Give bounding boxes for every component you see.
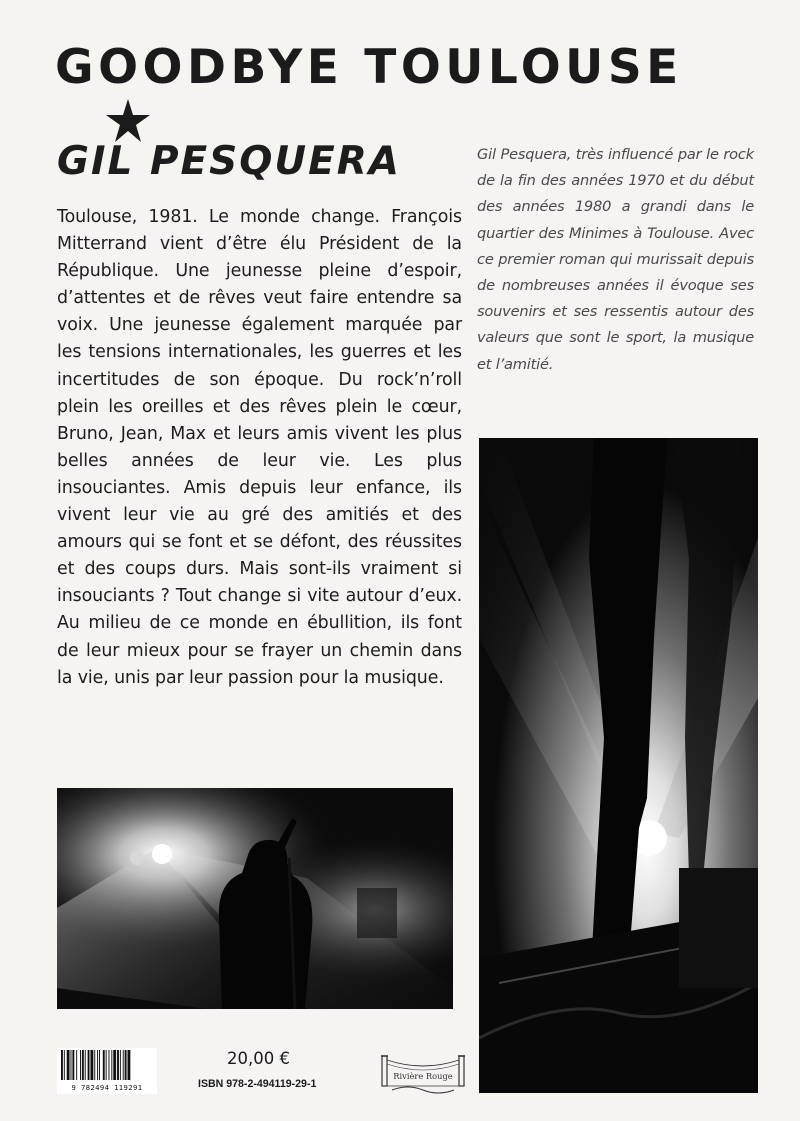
barcode-bar — [125, 1050, 127, 1080]
barcode-bar — [90, 1050, 93, 1080]
barcode-bar — [113, 1050, 116, 1080]
barcode-digits: 9 782494 119291 — [57, 1082, 157, 1094]
barcode-bar — [72, 1050, 74, 1080]
publisher-name: Rivière Rouge — [393, 1071, 453, 1081]
synopsis-text: Toulouse, 1981. Le monde change. François Mitterrand vient d’être élu Président de la République. Une jeunesse pleine d’espoir, d’attentes et de rêves veut faire entendre sa voix. Une jeunesse également marquée par les tensions internationales, les guerres et les incertitudes de son époque. Du rock’n’roll plein les oreilles et des rêves plein le cœur, Bruno, Jean, Max et leurs amis vivent les plus belles années de leur vie. Les plus insouciantes. Amis depuis leur enfance, ils vivent leur vie au gré des amitiés et des amours qui se font et se défont, des réussites et des coups durs. Mais sont-ils vraiment si insouciants ? Tout change si vite autour d’eux. Au milieu de ce monde en ébullition, ils font de leur mieux pour se frayer un chemin dans la vie, unis par leur passion pour la musique. — [57, 207, 462, 688]
concert-photo-guitarist — [479, 438, 758, 1093]
barcode-bar — [67, 1050, 70, 1080]
barcode-bar — [103, 1050, 105, 1080]
barcode-bar — [109, 1050, 110, 1080]
barcode-bar — [123, 1050, 124, 1080]
barcode-bar — [71, 1050, 72, 1080]
barcode-bar — [85, 1050, 86, 1080]
concert-photo-singer — [57, 788, 453, 1009]
barcode-bar — [117, 1050, 119, 1080]
book-title: GOODBYE TOULOUSE — [55, 40, 683, 95]
barcode-bar — [111, 1050, 112, 1080]
barcode-bar — [128, 1050, 131, 1080]
barcode-bar — [88, 1050, 90, 1080]
barcode-bar — [61, 1050, 63, 1080]
barcode-bar — [106, 1050, 107, 1080]
barcode-bar — [120, 1050, 121, 1080]
barcode-bar — [99, 1050, 100, 1080]
barcode-bar — [97, 1050, 98, 1080]
isbn-label: ISBN 978-2-494119-29-1 — [198, 1078, 317, 1090]
price-label: 20,00 € — [227, 1049, 290, 1068]
author-name: GIL PESQUERA — [57, 139, 401, 184]
barcode-bar — [76, 1050, 77, 1080]
author-bio-text: Gil Pesquera, très influencé par le rock de la fin des années 1970 et du début des années 1980 a grandi dans le quartier des Minimes à Toulouse. Avec ce premier roman qui murissait depuis de nombreuses années il évoque ses souvenirs et ses ressentis autour des valeurs que sont le sport, la musique et l’amitié. — [477, 146, 754, 373]
barcode-bar — [82, 1050, 84, 1080]
barcode-bar — [80, 1050, 81, 1080]
barcode-bar — [94, 1050, 95, 1080]
barcode-bar — [64, 1050, 65, 1080]
